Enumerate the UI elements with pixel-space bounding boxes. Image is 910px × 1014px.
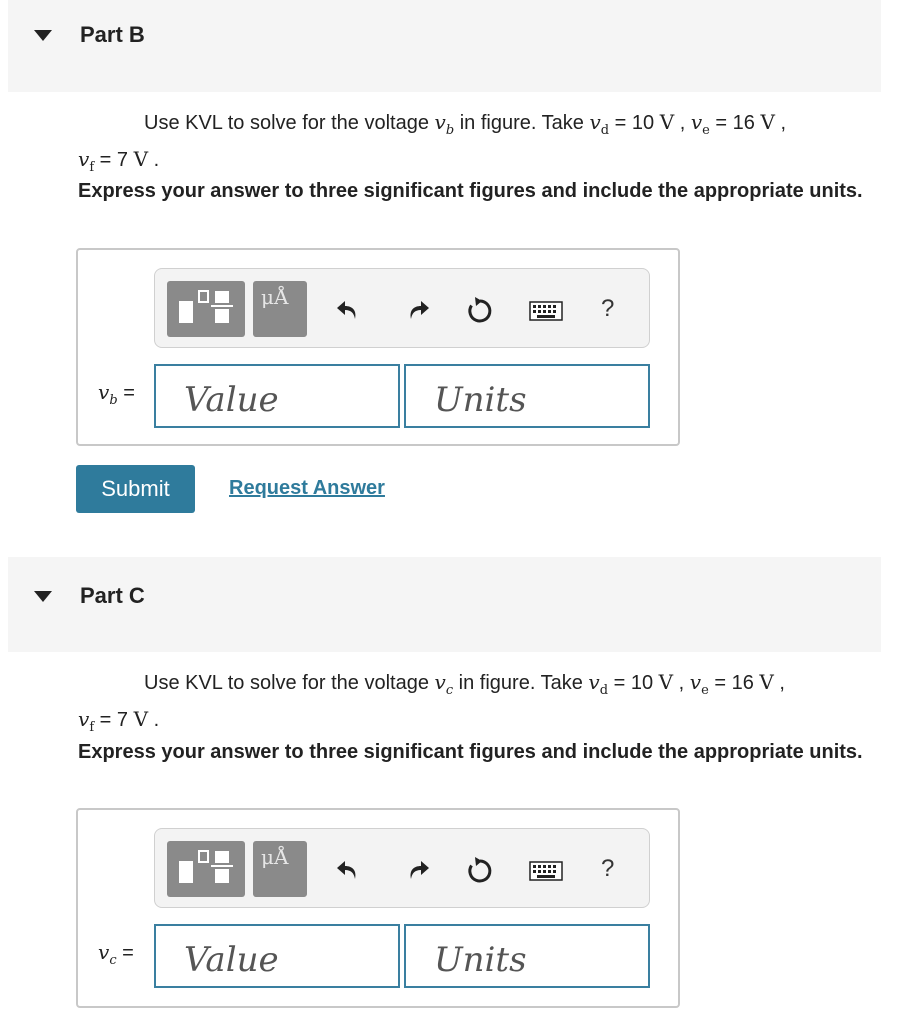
keyboard-icon[interactable] bbox=[529, 301, 563, 321]
variable-label: $v_c$ = bbox=[98, 940, 134, 968]
units-input[interactable] bbox=[404, 924, 650, 988]
answer-box bbox=[76, 248, 680, 446]
templates-icon bbox=[167, 841, 245, 897]
answer-instruction: Express your answer to three significant figures and include the appropriate units. bbox=[78, 180, 863, 202]
redo-icon[interactable] bbox=[405, 859, 431, 883]
collapse-toggle-icon[interactable] bbox=[34, 591, 52, 602]
units-icon: μÅ bbox=[261, 285, 289, 309]
units-button[interactable] bbox=[253, 281, 307, 337]
units-icon: μÅ bbox=[261, 845, 289, 869]
help-icon[interactable]: ? bbox=[601, 295, 615, 322]
undo-icon[interactable] bbox=[335, 299, 361, 323]
math-toolbar bbox=[154, 828, 650, 908]
units-input[interactable] bbox=[404, 364, 650, 428]
units-button[interactable] bbox=[253, 841, 307, 897]
templates-button[interactable] bbox=[167, 841, 245, 897]
part-c-header bbox=[8, 557, 881, 652]
value-input[interactable] bbox=[154, 924, 400, 988]
keyboard-icon[interactable] bbox=[529, 861, 563, 881]
help-icon[interactable]: ? bbox=[601, 855, 615, 882]
submit-button[interactable]: Submit bbox=[76, 465, 195, 513]
question-prompt: Use KVL to solve for the voltage $v_c$ in figure. Take $v_d = 10$ V , $v_e = 16$ V , $v_f = 7$ V . bbox=[78, 670, 785, 735]
variable-label: $v_b$ = bbox=[98, 380, 135, 408]
answer-box bbox=[76, 808, 680, 1008]
part-title: Part C bbox=[80, 583, 145, 608]
undo-icon[interactable] bbox=[335, 859, 361, 883]
templates-button[interactable] bbox=[167, 281, 245, 337]
redo-icon[interactable] bbox=[405, 299, 431, 323]
answer-instruction: Express your answer to three significant figures and include the appropriate units. bbox=[78, 741, 863, 763]
templates-icon bbox=[167, 281, 245, 337]
part-title: Part B bbox=[80, 22, 145, 47]
value-input[interactable] bbox=[154, 364, 400, 428]
part-b-header bbox=[8, 0, 881, 92]
math-toolbar bbox=[154, 268, 650, 348]
question-prompt: Use KVL to solve for the voltage $v_b$ in figure. Take $v_d = 10$ V , $v_e = 16$ V , $v_f = 7$ V . bbox=[78, 110, 787, 175]
request-answer-link[interactable]: Request Answer bbox=[229, 477, 385, 499]
reset-icon[interactable] bbox=[465, 295, 495, 325]
reset-icon[interactable] bbox=[465, 855, 495, 885]
collapse-toggle-icon[interactable] bbox=[34, 30, 52, 41]
